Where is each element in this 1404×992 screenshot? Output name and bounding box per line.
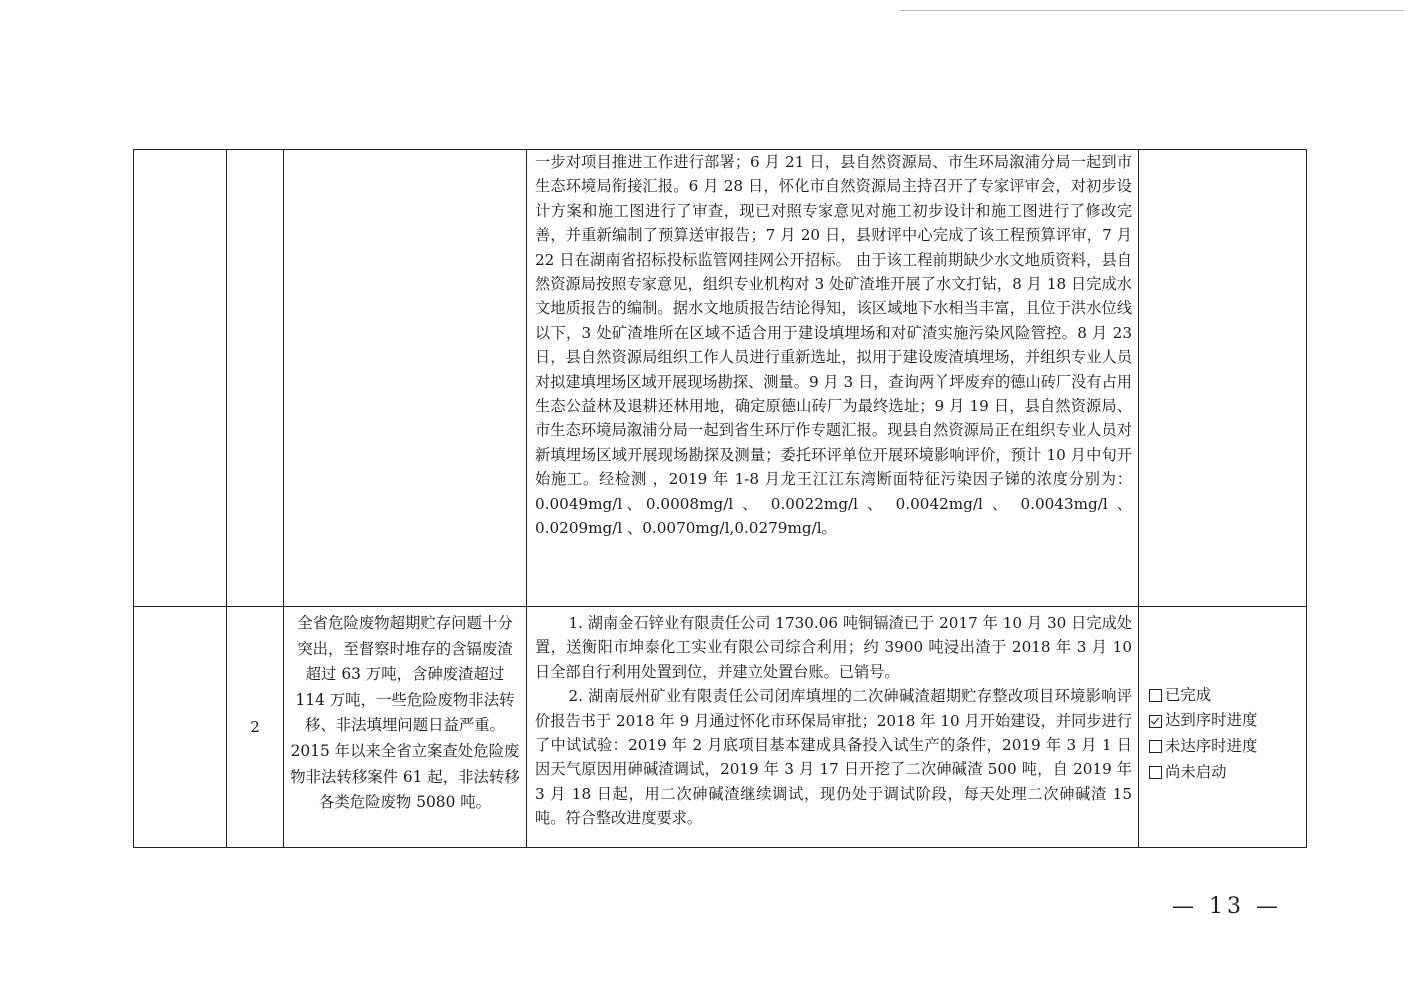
status-option-not-started[interactable]: [1149, 760, 1306, 786]
category-cell: [134, 607, 227, 848]
progress-cell: [527, 150, 1139, 607]
status-cell: [1139, 150, 1307, 607]
rectification-table: [133, 149, 1307, 848]
checkbox-checked-icon: [1149, 715, 1162, 728]
status-cell: [1139, 607, 1307, 848]
status-option-completed[interactable]: [1149, 683, 1306, 709]
problem-cell: [284, 607, 527, 848]
seq-cell: [227, 150, 284, 607]
checkbox-icon: [1149, 740, 1162, 753]
status-label: 尚未启动: [1165, 762, 1227, 781]
progress-paragraph: 1. 湖南金石锌业有限责任公司 1730.06 吨铜镉渣已于 2017 年 10 月 30 日完成处置，送衡阳市坤泰化工实业有限公司综合利用；约 3900 吨浸出渣于 2018 年 3 月 10 日全部自行利用处置到位，并建立处置台账。已销号。: [535, 614, 1132, 681]
page-number: — 13 —: [1172, 894, 1282, 919]
problem-cell: [284, 150, 527, 607]
checkbox-icon: [1149, 766, 1162, 779]
table-row: [134, 150, 1307, 607]
progress-text: [527, 607, 1138, 831]
progress-text: [527, 150, 1138, 541]
progress-paragraph: 一步对项目推进工作进行部署；6 月 21 日，县自然资源局、市生环局溆浦分局一起到市生态环境局衔接汇报。6 月 28 日，怀化市自然资源局主持召开了专家评审会，对初步设计方案和施工图进行了审查，现已对照专家意见对施工初步设计和施工图进行了修改完善，并重新编制了预算送审报告；7 月 20 日，县财评中心完成了该工程预算评审，7 月 22 日在湖南省招标投标监管网挂网公开招标。 由于该工程前期缺少水文地质资料，县自然资源局按照专家意见，组织专业机构对 3 处矿渣堆开展了水文打钻，8 月 18 日完成水文地质报告的编制。据水文地质报告结论得知，该区域地下水相当丰富，且位于洪水位线以下，3 处矿渣堆所在区域不适合用于建设填埋场和对矿渣实施污染风险管控。8 月 23 日，县自然资源局组织工作人员进行重新选址，拟用于建设废渣填埋场，并组织专业人员对拟建填埋场区域开展现场勘探、测量。9 月 3 日，查询两丫坪废弃的德山砖厂没有占用生态公益林及退耕还林用地，确定原德山砖厂为最终选址；9 月 19 日，县自然资源局、市生态环境局溆浦分局一起到省生环厅作专题汇报。现县自然资源局正在组织专业人员对新填埋场区域开展现场勘探及测量；委托环评单位开展环境影响评价，预计 10 月中旬开始施工。经检测 ，2019 年 1-8 月龙王江江东湾断面特征污染因子锑的浓度分别为：0.0049mg/l、0.0008mg/l 、 0.0022mg/l 、 0.0042mg/l 、 0.0043mg/l 、 0.0209mg/l 、0.0070mg/l,0.0279mg/l。: [535, 153, 1132, 538]
seq-cell: 2: [227, 607, 284, 848]
status-label: 已完成: [1165, 685, 1212, 704]
progress-cell: [527, 607, 1139, 848]
table-row: [134, 607, 1307, 848]
category-cell: [134, 150, 227, 607]
status-options: [1149, 683, 1306, 785]
status-option-on-schedule[interactable]: [1149, 708, 1306, 734]
status-option-behind-schedule[interactable]: [1149, 734, 1306, 760]
progress-paragraph: 2. 湖南辰州矿业有限责任公司闭库填埋的二次砷碱渣超期贮存整改项目环境影响评价报告书于 2018 年 9 月通过怀化市环保局审批；2018 年 10 月开始建设，并同步进行了中试试验：2019 年 2 月底项目基本建成具备投入试生产的条件，2019 年 3 月 1 日因天气原因用砷碱渣调试，2019 年 3 月 17 日开挖了二次砷碱渣 500 吨，自 2019 年 3 月 18 日起，用二次砷碱渣继续调试，现仍处于调试阶段，每天处理二次砷碱渣 15 吨。符合整改进度要求。: [535, 687, 1132, 828]
status-label: 达到序时进度: [1165, 711, 1258, 730]
status-label: 未达序时进度: [1165, 737, 1258, 755]
problem-text: 全省危险废物超期贮存问题十分突出，至督察时堆存的含镉废渣超过 63 万吨，含砷废渣超过 114 万吨，一些危险废物非法转移、非法填埋问题日益严重。2015 年以来全省立案查处危险废物非法转移案件 61 起，非法转移各类危险废物 5080 吨。: [290, 614, 520, 812]
scan-edge-line: [900, 10, 1404, 11]
checkbox-icon: [1149, 689, 1162, 702]
